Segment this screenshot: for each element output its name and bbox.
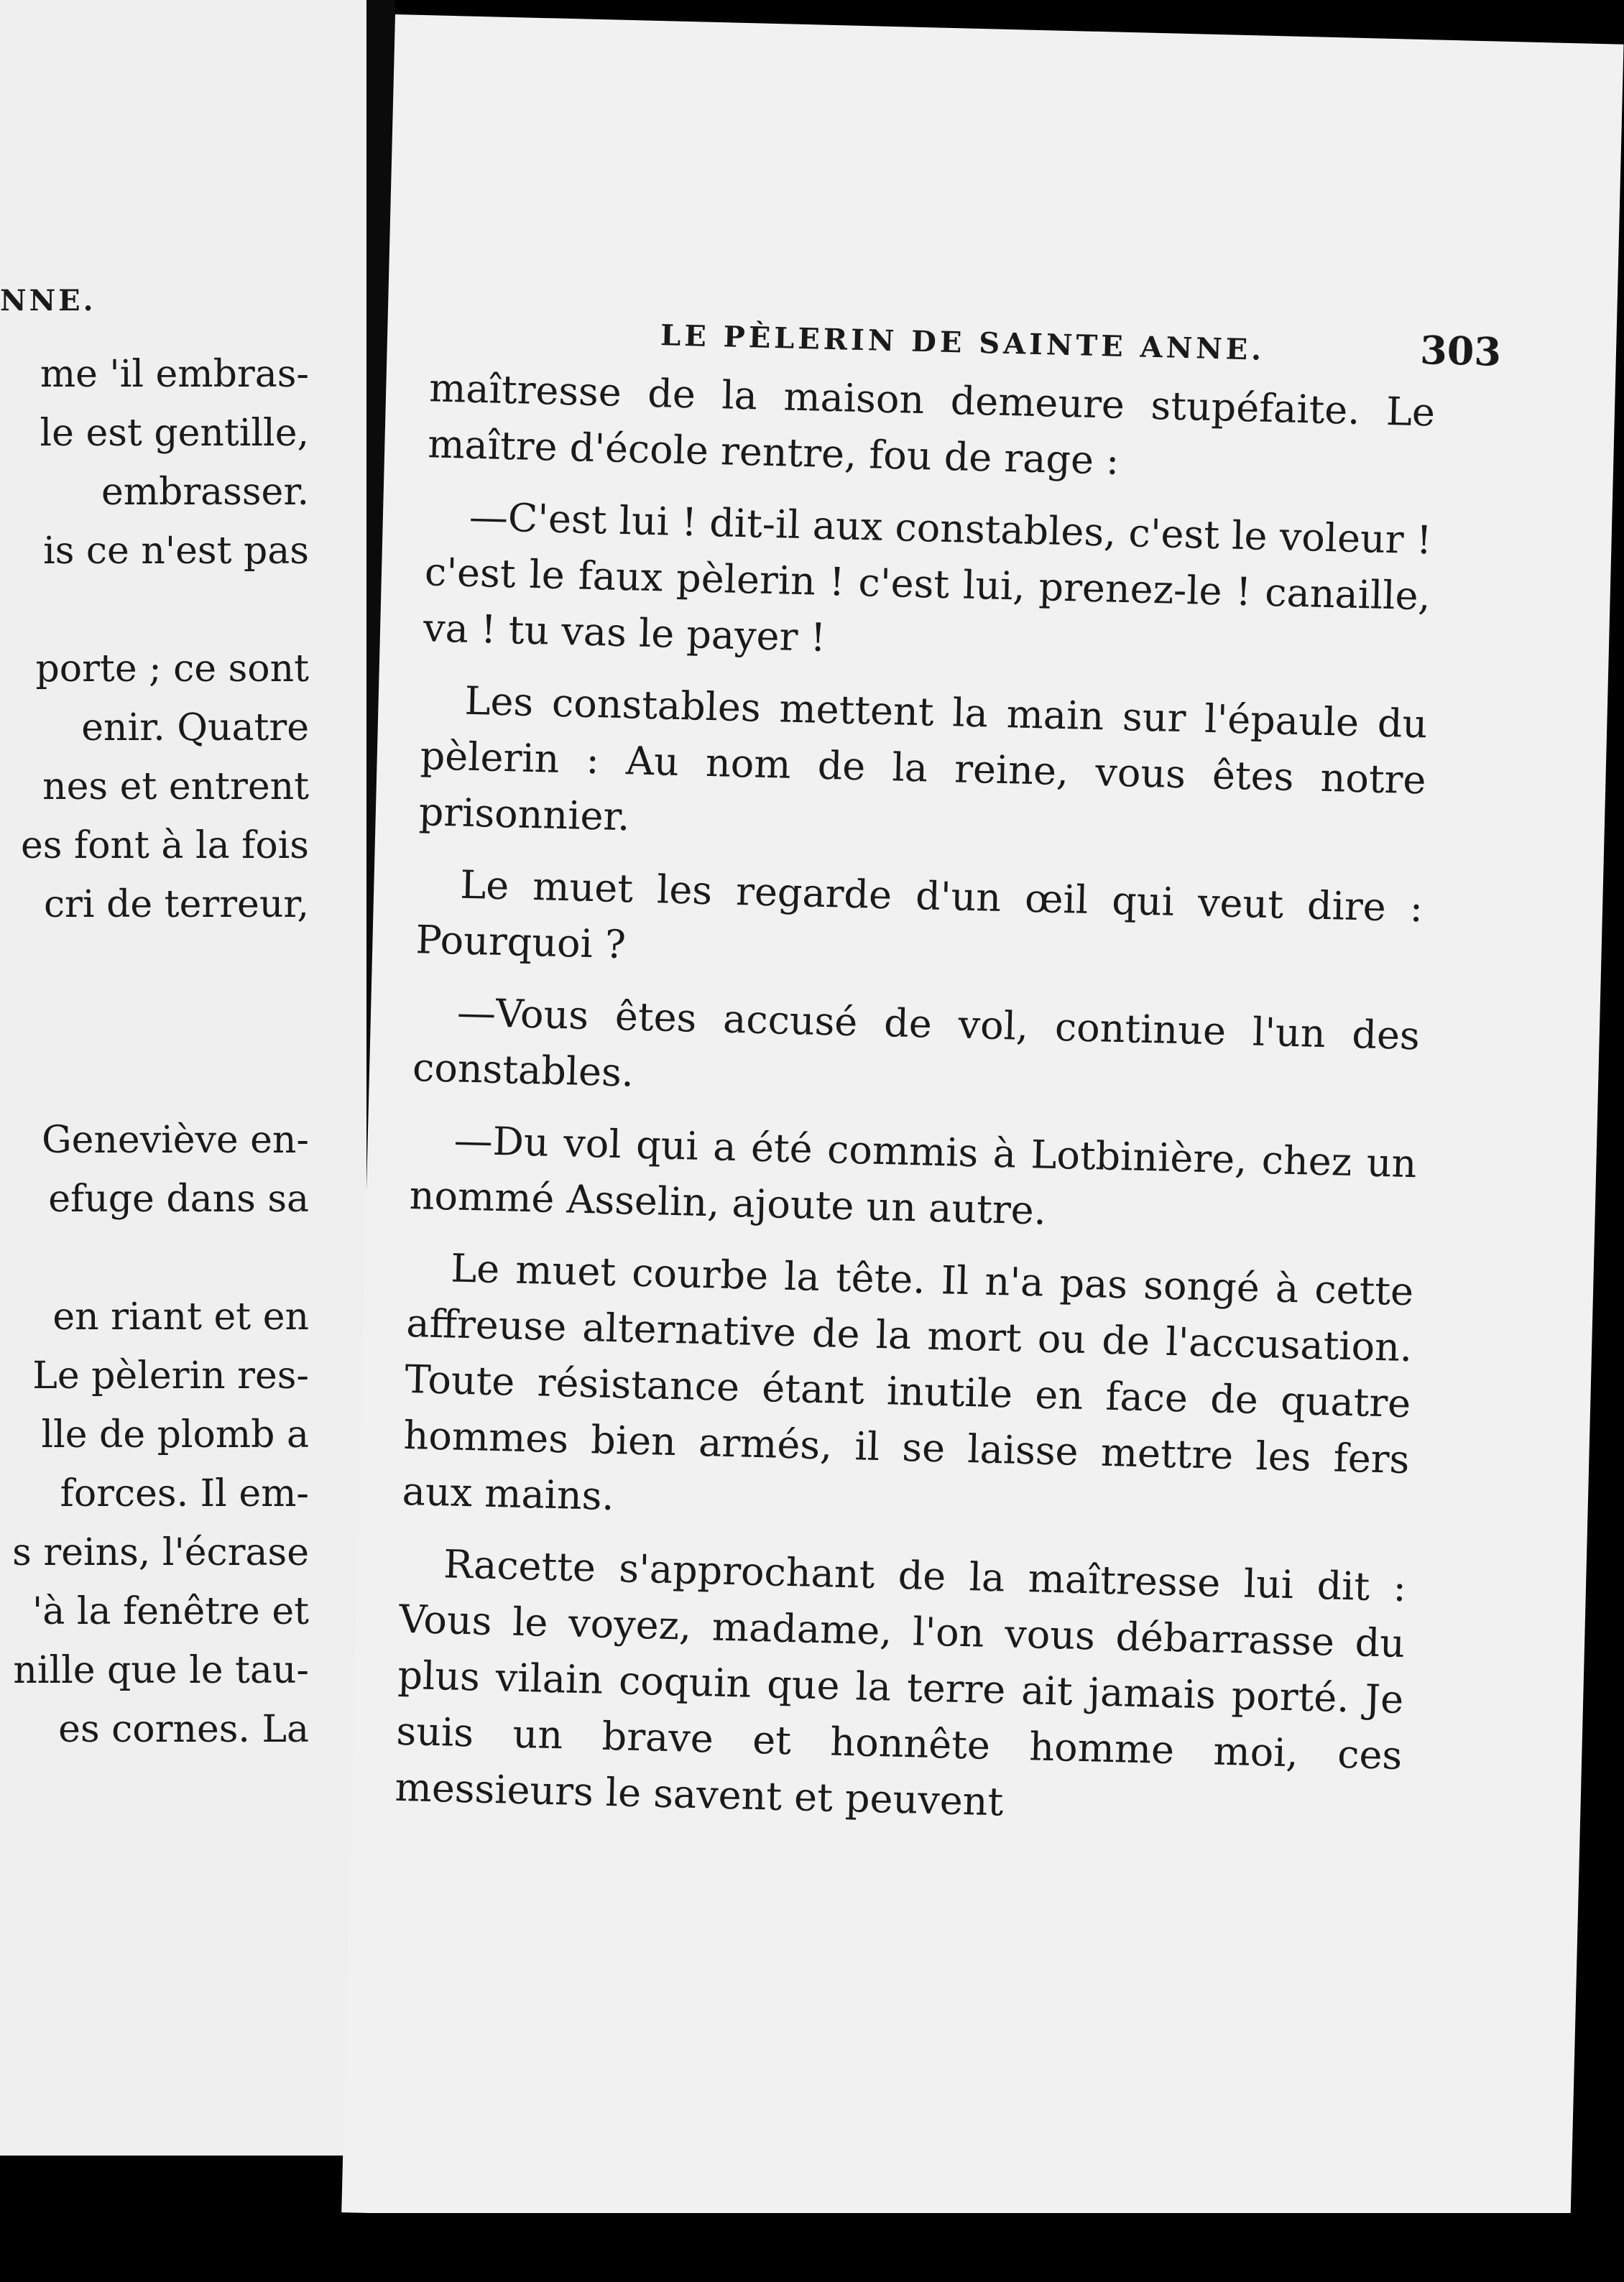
left-page-line: Geneviève en- [42,1119,309,1162]
left-page-line: nes et entrent [42,765,309,808]
left-page-line: es cornes. La [58,1708,309,1751]
left-page [0,0,368,2156]
left-page-line: 'à la fenêtre et [32,1590,309,1633]
left-page-line: nille que le tau- [13,1649,309,1692]
left-page-line: enir. Quatre [81,706,309,749]
left-page-line: efuge dans sa [48,1178,309,1221]
left-page-line: is ce n'est pas [43,530,309,573]
paragraph: Le muet les regarde d'un œil qui veut dire : Pourquoi ? [415,861,1424,968]
left-page-line: cri de terreur, [43,883,309,926]
left-running-head: NNE. [0,284,96,318]
paragraph: —C'est lui ! dit-il aux constables, c'est le voleur ! c'est le faux pèlerin ! c'est lui, prenez-le ! canaille, va ! tu vas le payer ! [423,494,1433,660]
left-page-line: forces. Il em- [60,1472,309,1515]
left-page-line [0,993,309,1052]
left-page-line: en riant et en [52,1295,309,1339]
left-page-line [0,581,309,639]
left-page-line: es font à la fois [20,824,309,867]
paragraph: —Du vol qui a été commis à Lotbinière, chez un nommé Asselin, ajoute un autre. [409,1117,1418,1234]
running-head-title: LE PÈLERIN DE SAINTE ANNE. [660,318,1265,367]
left-page-text [0,345,309,1759]
left-page-line: porte ; ce sont [35,647,309,690]
paragraph: Les constables mettent la main sur l'épaule du pèlerin : Au nom de la reine, vous êtes notre prisonnier. [418,678,1429,840]
right-page [341,14,1623,2242]
paragraph: Le muet courbe la tête. Il n'a pas songé à cette affreuse alternative de la mort ou de l'accusation. Toute résistance étant inutile en face de quatre hommes bien armés, il se laisse mettre les fers aux mains. [402,1245,1414,1520]
left-page-line [0,1229,309,1288]
left-page-line: Le pèlerin res- [32,1354,309,1398]
left-page-line: le est gentille, [40,412,309,455]
paragraph: Racette s'approchant de la maîtresse lui dit : Vous le voyez, madame, l'on vous débarrasse du plus vilain coquin que la terre ait jamais porté. Je suis un brave et honnête homme moi, ces messieurs le savent et peuvent [394,1541,1407,1825]
left-page-line: lle de plomb a [41,1413,309,1456]
left-page-line: s reins, l'écrase [12,1531,309,1574]
page-number: 303 [1419,326,1502,375]
left-page-line [0,1052,309,1111]
paragraph: —Vous êtes accusé de vol, continue l'un des constables. [412,989,1421,1096]
left-page-line: embrasser. [101,471,309,514]
left-page-line [0,934,309,993]
running-head [660,308,1502,375]
scan-border [0,2213,1624,2282]
page-body [394,360,1436,1856]
left-page-line: me 'il embras- [40,353,309,396]
paragraph: maîtresse de la maison demeure stupéfaite. Le maître d'école rentre, fou de rage : [427,365,1436,484]
